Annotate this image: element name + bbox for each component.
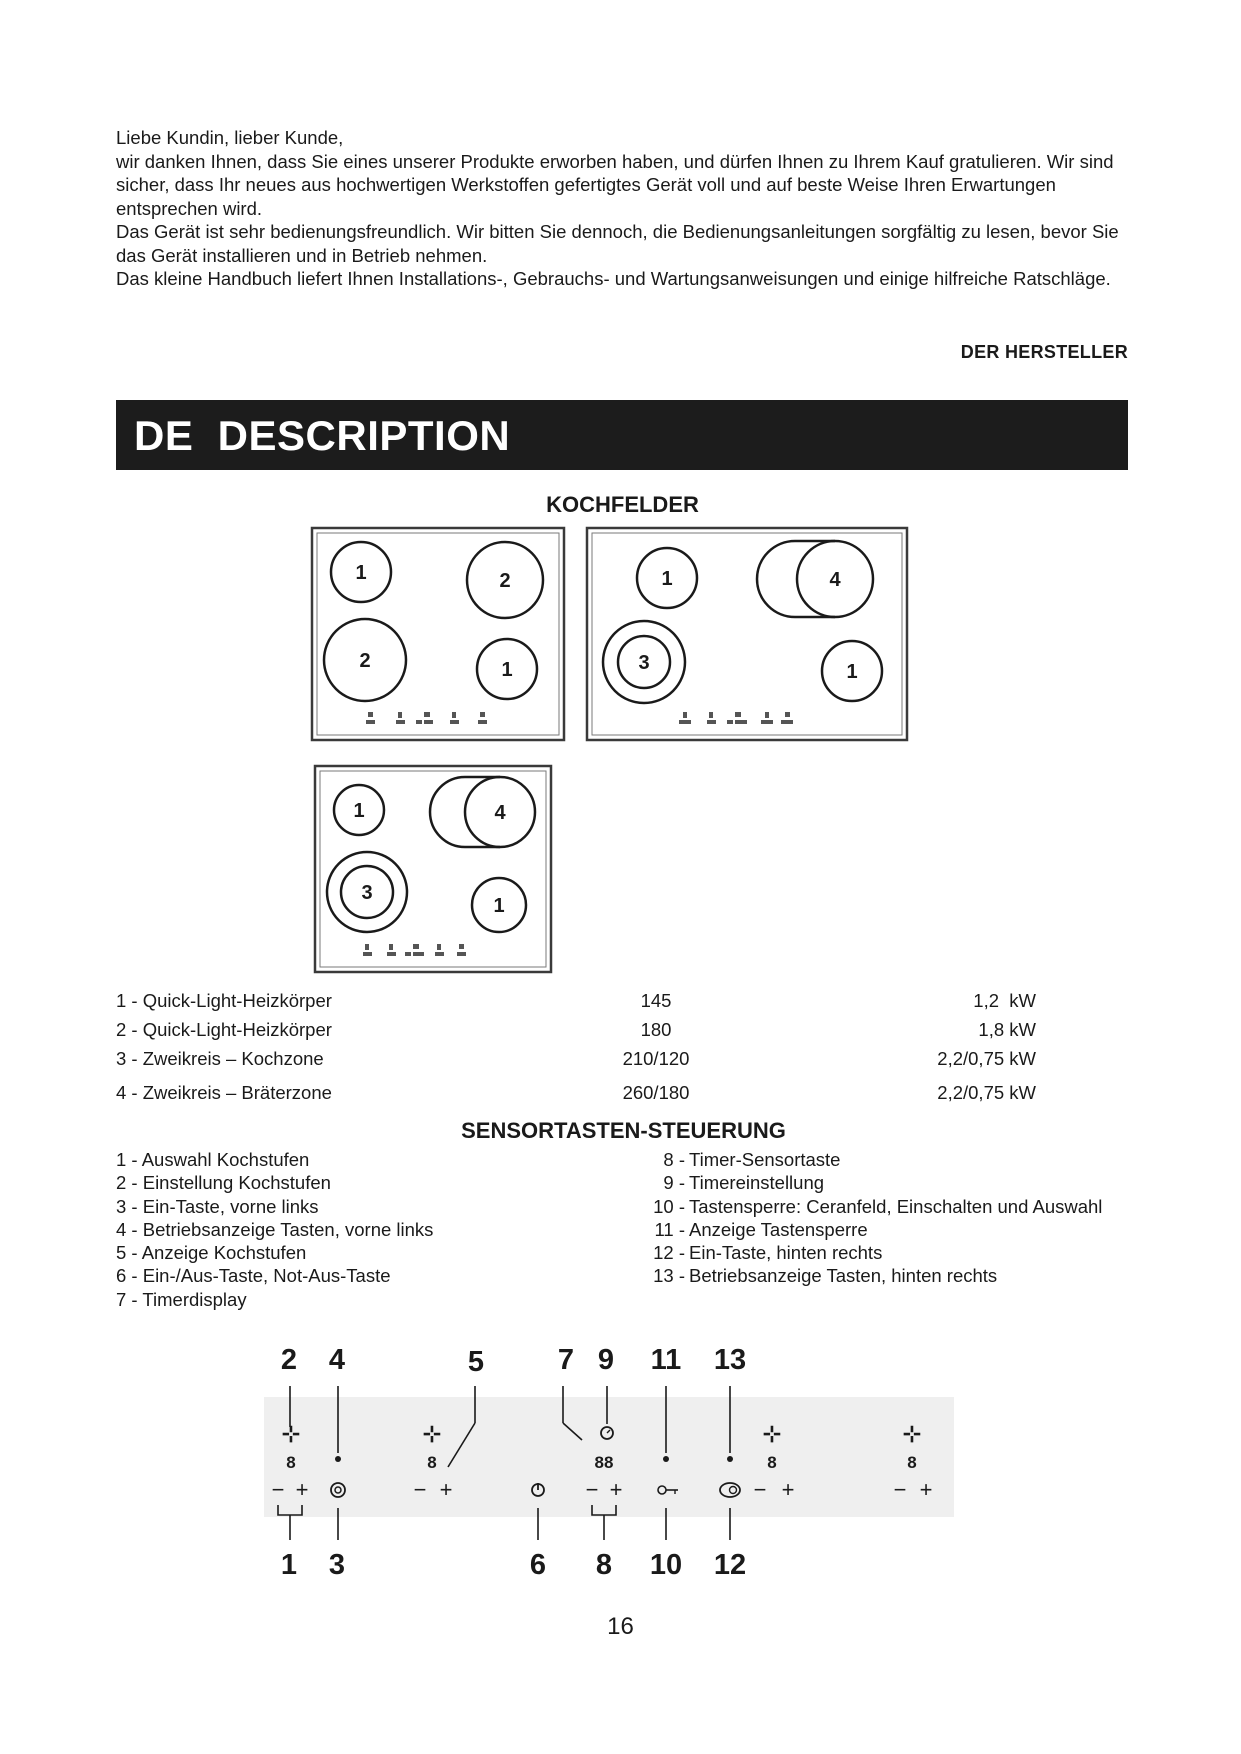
zone-power: 2,2/0,75 kW xyxy=(937,1082,1036,1103)
zone-select-icon: ⊹ xyxy=(762,1421,782,1446)
list-item: 2 - Einstellung Kochstufen xyxy=(116,1172,331,1194)
timer-display: 88 xyxy=(594,1453,614,1472)
hob-diagram-2 xyxy=(585,526,909,742)
callout-13: 13 xyxy=(713,1344,747,1376)
table-row xyxy=(116,990,1036,1019)
hob1-zone-label-2: 2 xyxy=(499,570,511,592)
control-panel-diagram xyxy=(264,1340,964,1595)
zone-name: 2 - Quick-Light-Heizkörper xyxy=(116,1019,332,1040)
zone-size: 260/180 xyxy=(622,1082,690,1103)
plus-button[interactable]: + xyxy=(439,1477,453,1502)
list-item xyxy=(640,1195,1110,1218)
plus-button[interactable]: + xyxy=(295,1477,309,1502)
list-item: 4 - Betriebsanzeige Tasten, vorne links xyxy=(116,1218,434,1240)
table-row xyxy=(116,1019,1036,1048)
list-item xyxy=(640,1241,1110,1264)
hob2-zone-label-2: 4 xyxy=(829,569,841,591)
intro-text xyxy=(116,126,1126,291)
list-item xyxy=(640,1218,1110,1241)
list-item xyxy=(640,1148,1110,1171)
hob-diagram-3 xyxy=(313,764,553,974)
level-display: 8 xyxy=(427,1453,437,1472)
list-item: 7 - Timerdisplay xyxy=(116,1288,247,1310)
minus-button[interactable]: − xyxy=(271,1477,285,1502)
table-row xyxy=(116,1048,1036,1082)
list-item: 5 - Anzeige Kochstufen xyxy=(116,1242,307,1264)
hob3-zone-label-1: 1 xyxy=(353,800,365,822)
list-item xyxy=(640,1264,1110,1287)
list-item-number: 8 - xyxy=(663,1149,685,1170)
minus-button[interactable]: − xyxy=(413,1477,427,1502)
intro-paragraph-3: Das kleine Handbuch liefert Ihnen Installations-, Gebrauchs- und Wartungsanweisungen und einige hilfreiche Ratschläge. xyxy=(116,268,1111,289)
sensor-title: SENSORTASTEN-STEUERUNG xyxy=(461,1118,786,1143)
hob-diagram-1 xyxy=(310,526,566,742)
hob3-zone-label-2: 4 xyxy=(494,802,506,824)
callout-7: 7 xyxy=(557,1344,575,1376)
zone-name: 1 - Quick-Light-Heizkörper xyxy=(116,990,332,1011)
zone-power: 1,2 kW xyxy=(973,990,1036,1011)
list-item xyxy=(640,1171,1110,1194)
hob2-zone-label-1: 1 xyxy=(661,568,673,590)
zone-size: 180 xyxy=(640,1019,672,1040)
sensor-list-left xyxy=(116,1148,636,1311)
list-item-number: 12 - xyxy=(653,1242,685,1264)
zone-select-icon: ⊹ xyxy=(902,1421,922,1446)
callout-4: 4 xyxy=(328,1344,346,1376)
minus-button[interactable]: − xyxy=(753,1477,767,1502)
callout-6: 6 xyxy=(529,1549,547,1581)
hob3-zone-label-4: 1 xyxy=(493,895,505,917)
page-number: 16 xyxy=(607,1613,634,1640)
timer-plus-button[interactable]: + xyxy=(609,1477,623,1502)
hob2-zone-label-3: 3 xyxy=(638,652,650,674)
zone-select-icon: ⊹ xyxy=(281,1421,301,1446)
list-item-text: Timer-Sensortaste xyxy=(689,1149,841,1170)
zones-table xyxy=(116,990,1036,1111)
list-item-number: 10 - xyxy=(653,1195,685,1217)
callout-3: 3 xyxy=(328,1549,346,1581)
intro-paragraph-1: wir danken Ihnen, dass Sie eines unserer Produkte erworben haben, und dürfen Ihnen zu Ihrem Kauf gratulieren. Wir sind sicher, dass Ihr neues aus hochwertigen Werkstoffen gefertigtes Gerät voll und auf beste Weise Ihren Erwartungen entsprechen wird. xyxy=(116,150,1114,219)
hob1-zone-label-1: 1 xyxy=(355,562,367,584)
list-item: 1 - Auswahl Kochstufen xyxy=(116,1149,310,1170)
zone-name: 3 - Zweikreis – Kochzone xyxy=(116,1048,324,1069)
minus-button[interactable]: − xyxy=(893,1477,907,1502)
hob2-zone-label-4: 1 xyxy=(846,661,858,683)
zone-power: 1,8 kW xyxy=(978,1019,1036,1040)
level-display: 8 xyxy=(907,1453,917,1472)
plus-button[interactable]: + xyxy=(919,1477,933,1502)
timer-minus-button[interactable]: − xyxy=(585,1477,599,1502)
list-item-text: Betriebsanzeige Tasten, hinten rechts xyxy=(689,1265,998,1287)
callout-5: 5 xyxy=(467,1346,485,1378)
list-item-text: Tastensperre: Ceranfeld, Einschalten und Auswahl xyxy=(689,1195,1103,1217)
callout-9: 9 xyxy=(597,1344,615,1376)
plus-button[interactable]: + xyxy=(781,1477,795,1502)
section-banner xyxy=(116,400,1128,470)
list-item-number: 13 - xyxy=(653,1265,685,1287)
callout-10: 10 xyxy=(649,1549,683,1581)
callout-1: 1 xyxy=(280,1549,298,1581)
zone-select-icon: ⊹ xyxy=(422,1421,442,1446)
list-item: 6 - Ein-/Aus-Taste, Not-Aus-Taste xyxy=(116,1265,391,1287)
zone-power: 2,2/0,75 kW xyxy=(937,1048,1036,1069)
level-display: 8 xyxy=(286,1453,296,1472)
intro-paragraph-2: Das Gerät ist sehr bedienungsfreundlich. Wir bitten Sie dennoch, die Bedienungsanleitungen sorgfältig zu lesen, bevor Sie das Gerät installieren und in Betrieb nehmen. xyxy=(116,221,1119,266)
greeting: Liebe Kundin, lieber Kunde, xyxy=(116,127,344,148)
banner-title: DE DESCRIPTION xyxy=(134,412,511,459)
zone-size: 210/120 xyxy=(622,1048,690,1069)
list-item-number: 11 - xyxy=(654,1218,685,1240)
list-item-text: Timereinstellung xyxy=(689,1172,825,1194)
callout-2: 2 xyxy=(280,1344,298,1376)
hob1-zone-label-3: 2 xyxy=(359,650,371,672)
signature: DER HERSTELLER xyxy=(960,342,1128,362)
list-item: 3 - Ein-Taste, vorne links xyxy=(116,1195,319,1217)
callout-12: 12 xyxy=(713,1549,747,1581)
hob1-zone-label-4: 1 xyxy=(501,659,513,681)
sensor-list-right xyxy=(640,1148,1110,1288)
callout-8: 8 xyxy=(595,1549,613,1581)
table-row xyxy=(116,1082,1036,1111)
kochfelder-title: KOCHFELDER xyxy=(546,492,699,517)
callout-11: 11 xyxy=(650,1344,682,1376)
list-item-number: 9 - xyxy=(663,1172,685,1194)
level-display: 8 xyxy=(767,1453,777,1472)
hob3-zone-label-3: 3 xyxy=(361,882,373,904)
list-item-text: Anzeige Tastensperre xyxy=(689,1218,868,1240)
list-item-text: Ein-Taste, hinten rechts xyxy=(689,1242,883,1264)
zone-size: 145 xyxy=(640,990,672,1011)
zone-name: 4 - Zweikreis – Bräterzone xyxy=(116,1082,332,1103)
